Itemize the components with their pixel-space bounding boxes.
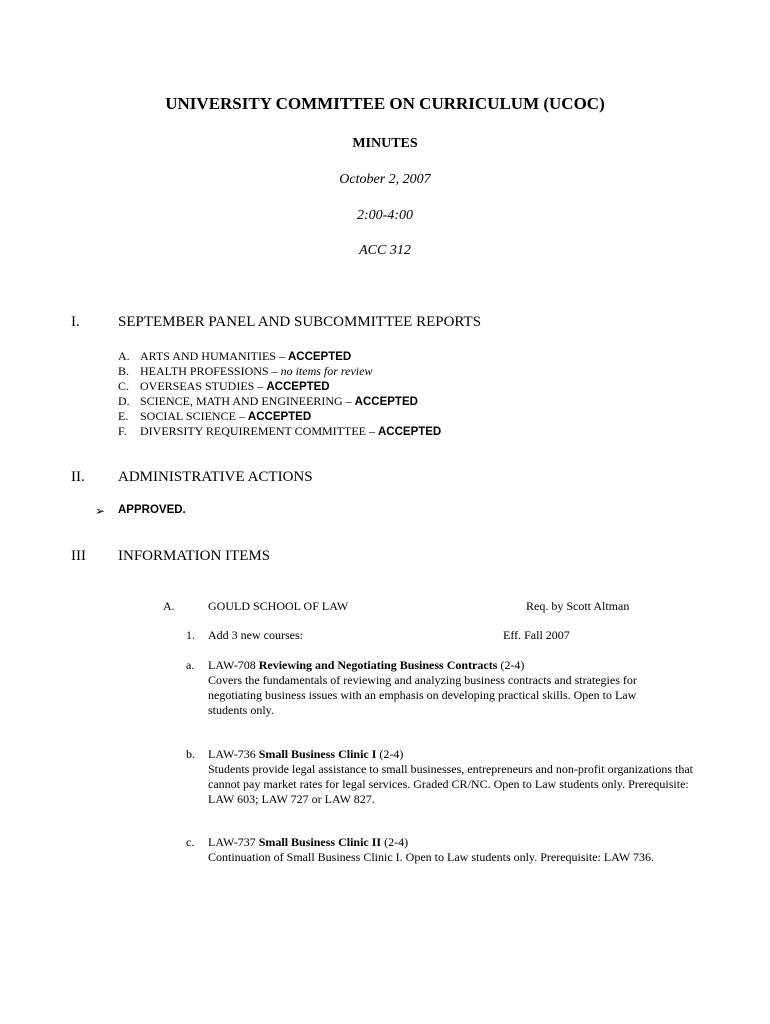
section-title: INFORMATION ITEMS: [118, 548, 271, 564]
item-number: 1.: [186, 628, 195, 642]
list-letter: F.: [118, 424, 127, 438]
status-label: ACCEPTED: [247, 411, 312, 423]
status-label: ACCEPTED: [377, 426, 442, 438]
course-units: (2-4): [497, 658, 525, 672]
meeting-date: October 2, 2007: [339, 172, 431, 187]
item-text: Add 3 new courses:: [208, 628, 303, 642]
school-letter: A.: [163, 599, 175, 613]
list-text: HEALTH PROFESSIONS –: [140, 364, 281, 378]
list-text: DIVERSITY REQUIREMENT COMMITTEE –: [140, 424, 378, 438]
status-label: ACCEPTED: [354, 396, 418, 408]
course-letter: c.: [186, 835, 195, 849]
status-label: ACCEPTED: [287, 351, 352, 363]
approved-label: APPROVED.: [118, 504, 186, 516]
course-units: (2-4): [376, 747, 404, 761]
course-description: Students provide legal assistance to small businesses, entrepreneurs and non-profit organizations that cannot pay market rates for legal services. Graded CR/NC. Open to Law students only. Prerequisite: LAW 603; LAW 727 or LAW 827.: [208, 762, 693, 806]
arrow-bullet-icon: ➢: [95, 504, 106, 518]
course-description: Continuation of Small Business Clinic I. Open to Law students only. Prerequisite: LAW 736.: [208, 850, 654, 864]
list-item: [118, 424, 441, 439]
effective-term: Eff. Fall 2007: [503, 628, 570, 642]
list-text: OVERSEAS STUDIES –: [140, 379, 267, 393]
list-text: ARTS AND HUMANITIES –: [140, 349, 288, 363]
list-letter: E.: [118, 409, 129, 423]
section-number: II.: [71, 469, 85, 485]
course-code: LAW-708: [208, 658, 259, 672]
course-heading: [208, 658, 524, 673]
list-item: [118, 349, 351, 364]
list-item: [118, 379, 330, 394]
list-letter: C.: [118, 379, 130, 393]
course-description: Covers the fundamentals of reviewing and analyzing business contracts and strategies for negotiating business issues with an emphasis on developing practical skills. Open to Law students only.: [208, 673, 637, 717]
course-units: (2-4): [381, 835, 409, 849]
section-title: SEPTEMBER PANEL AND SUBCOMMITTEE REPORTS: [118, 314, 482, 330]
course-letter: b.: [186, 747, 195, 761]
section-number: III: [71, 548, 86, 564]
course-name: Small Business Clinic I: [258, 747, 377, 761]
section-number: I.: [71, 314, 80, 330]
requested-by: Req. by Scott Altman: [526, 599, 630, 613]
list-letter: A.: [118, 349, 130, 363]
course-heading: [208, 747, 403, 762]
status-label: no items for review: [280, 364, 373, 378]
section-title: ADMINISTRATIVE ACTIONS: [118, 469, 313, 485]
list-item: [118, 364, 372, 379]
list-item: [118, 409, 311, 424]
meeting-room: ACC 312: [359, 243, 411, 258]
course-letter: a.: [186, 658, 195, 672]
status-label: ACCEPTED: [266, 381, 330, 393]
course-code: LAW-737: [208, 835, 259, 849]
course-name: Reviewing and Negotiating Business Contracts: [258, 658, 498, 672]
list-letter: D.: [118, 394, 130, 408]
list-letter: B.: [118, 364, 130, 378]
document-subtitle: MINUTES: [352, 136, 418, 151]
course-code: LAW-736: [208, 747, 259, 761]
list-item: [118, 394, 418, 409]
list-text: SOCIAL SCIENCE –: [140, 409, 248, 423]
course-heading: [208, 835, 408, 850]
course-name: Small Business Clinic II: [258, 835, 382, 849]
document-title: UNIVERSITY COMMITTEE ON CURRICULUM (UCOC): [165, 94, 605, 113]
school-name: GOULD SCHOOL OF LAW: [208, 599, 349, 613]
list-text: SCIENCE, MATH AND ENGINEERING –: [140, 394, 355, 408]
meeting-time: 2:00-4:00: [357, 208, 413, 223]
